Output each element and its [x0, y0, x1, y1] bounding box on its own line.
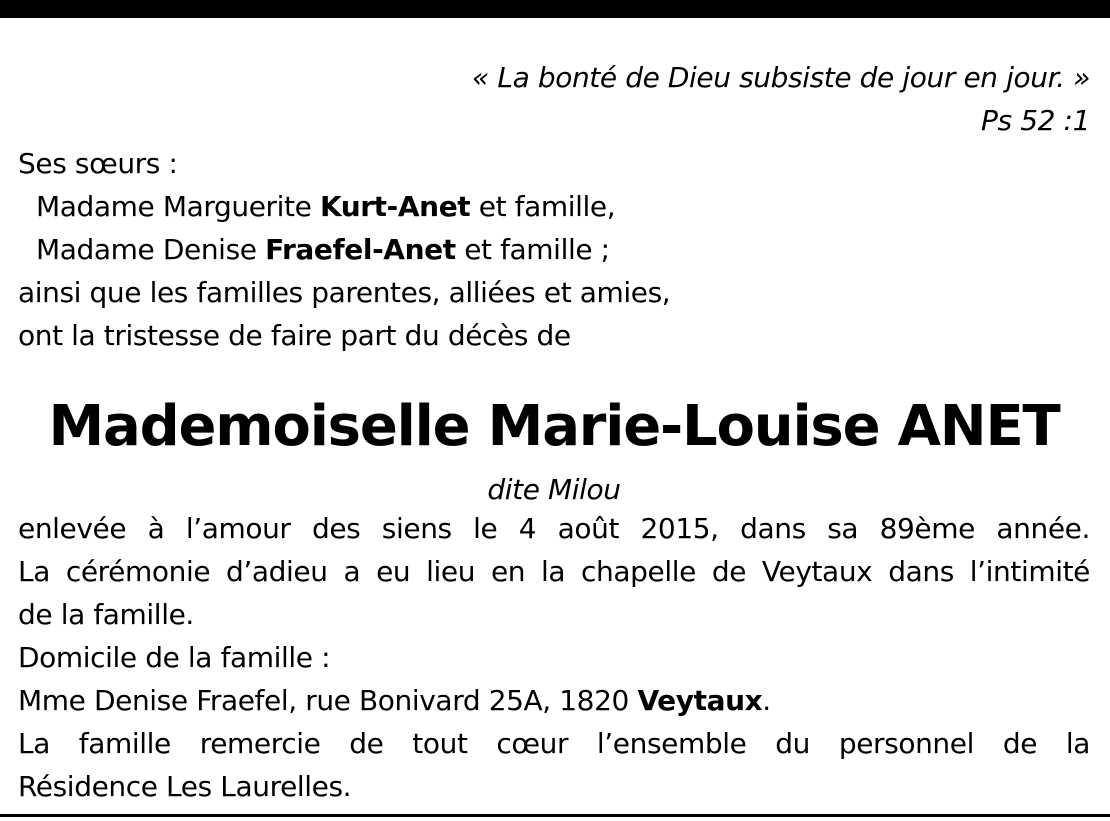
family-member-prefix: Madame Marguerite [36, 190, 320, 223]
family-member-prefix: Madame Denise [36, 233, 266, 266]
domicile-label: Domicile de la famille : [18, 641, 331, 674]
top-border-rule [0, 0, 1110, 18]
domicile-street: Mme Denise Fraefel, rue Bonivard 25A, 1820 [18, 684, 638, 717]
family-member [18, 185, 1090, 228]
thanks-line: La famille remercie de tout cœur l’ensemble du personnel de la [18, 727, 1090, 760]
announcement-line: ont la tristesse de faire part du décès de [18, 319, 571, 352]
family-member-suffix: et famille ; [455, 233, 610, 266]
family-member-surname: Fraefel-Anet [265, 233, 456, 266]
epigraph-reference: Ps 52 :1 [981, 104, 1090, 137]
domicile-end: . [762, 684, 771, 717]
epigraph [18, 56, 1090, 142]
domicile-city: Veytaux [637, 684, 763, 717]
family-intro: Ses sœurs : [18, 147, 178, 180]
ceremony-line: La cérémonie d’adieu a eu lieu en la chapelle de Veytaux dans l’intimité [18, 555, 1090, 588]
thanks-line-end: Résidence Les Laurelles. [18, 770, 352, 803]
deceased-name: Mademoiselle Marie-Louise ANET [48, 394, 1060, 459]
deceased-nickname: dite Milou [487, 473, 621, 506]
family-member [18, 228, 1090, 271]
death-line: enlevée à l’amour des siens le 4 août 2015, dans sa 89ème année. [18, 512, 1090, 545]
family-member-suffix: et famille, [470, 190, 616, 223]
family-others: ainsi que les familles parentes, alliées et amies, [18, 276, 671, 309]
domicile-address [18, 679, 1090, 722]
epigraph-quote: « La bonté de Dieu subsiste de jour en jour. » [472, 61, 1090, 94]
family-member-surname: Kurt-Anet [319, 190, 471, 223]
bottom-border-rule [0, 814, 1110, 817]
obituary-notice [18, 56, 1090, 808]
ceremony-line-end: de la famille. [18, 598, 194, 631]
